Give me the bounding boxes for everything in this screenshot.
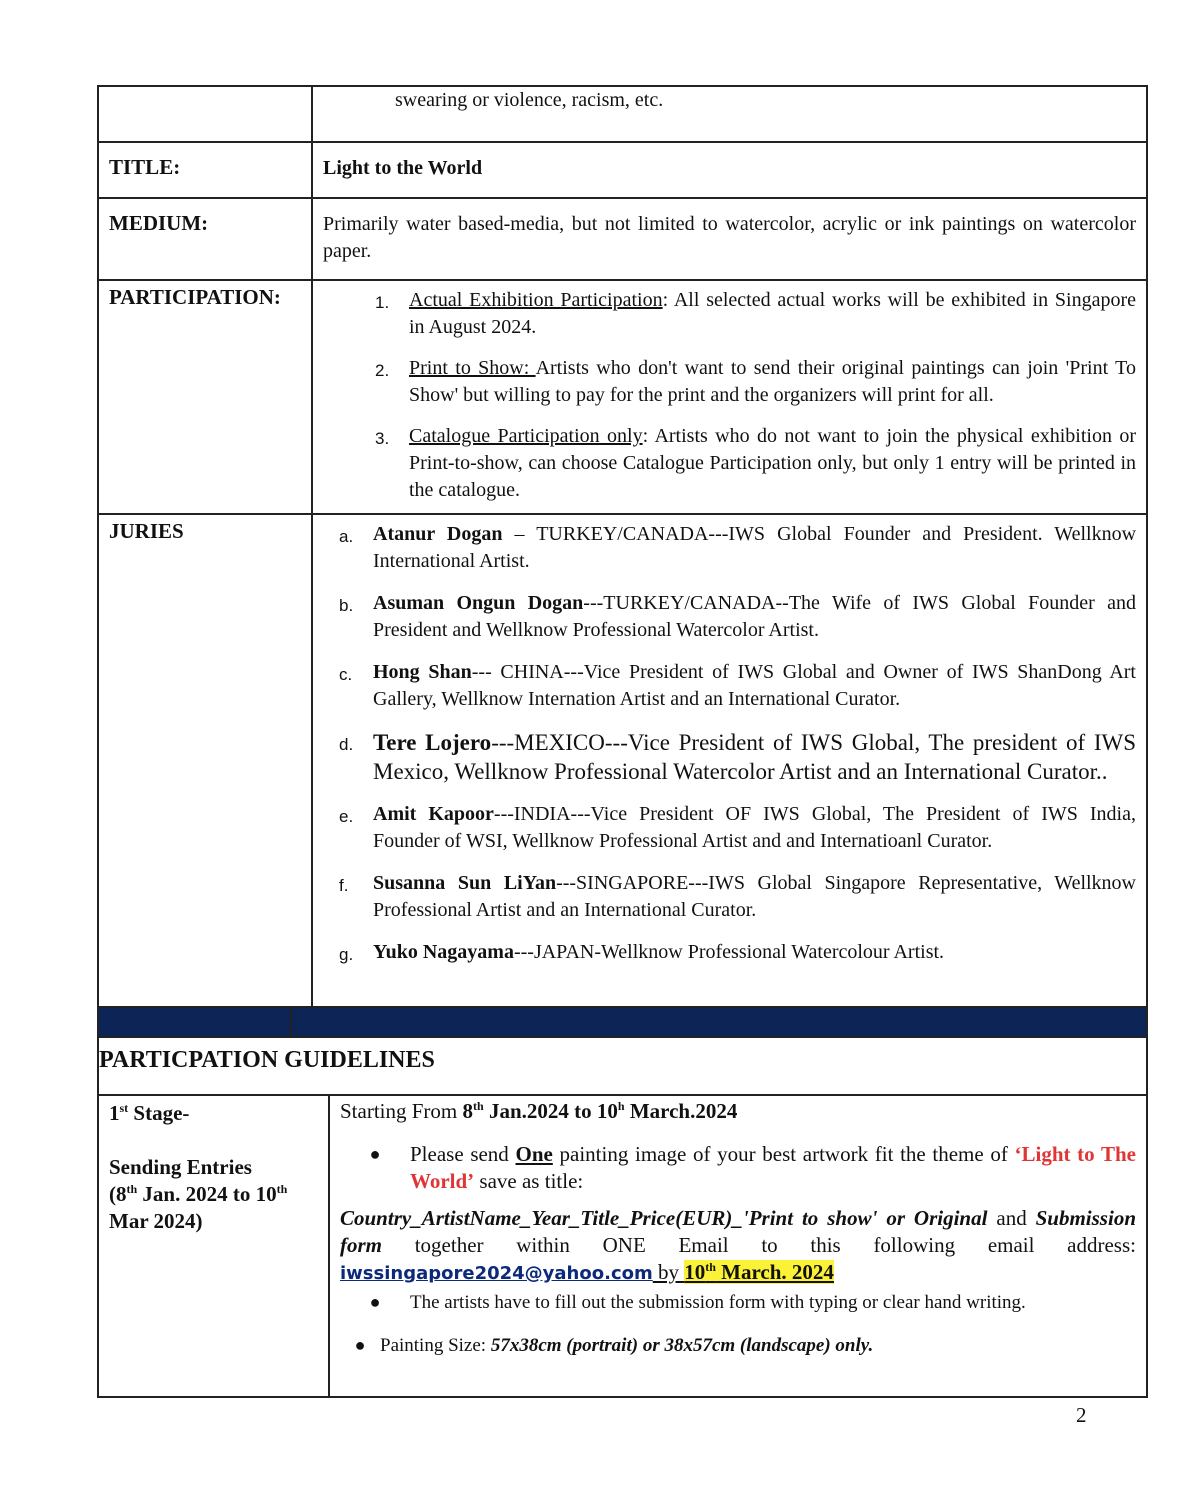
jury-item: c. Hong Shan--- CHINA---Vice President of IWS Global and Owner of IWS ShanDong Art Gallery, Wellknow Internation Artist and an International Curator. xyxy=(339,661,1136,710)
stage-label: 1st Stage- Sending Entries (8th Jan. 2024 to 10th Mar 2024) xyxy=(99,1096,330,1396)
jury-item: f. Susanna Sun LiYan---SINGAPORE---IWS Global Singapore Representative, Wellknow Professional Artist and an International Curator. xyxy=(339,872,1137,921)
participation-item: 2. Print to Show: Artists who don't want to send their original paintings can join 'Print To Show' but willing to pay for the print and the organizers will print for all. xyxy=(375,357,1136,406)
bullet-icon: ● xyxy=(369,1144,381,1164)
page-number: 2 xyxy=(1076,1403,1087,1427)
jury-item: b. Asuman Ongun Dogan---TURKEY/CANADA--The Wife of IWS Global Founder and President and Wellknow Professional Watercolor Artist. xyxy=(339,592,1136,641)
jury-item: g. Yuko Nagayama---JAPAN-Wellknow Professional Watercolour Artist. xyxy=(339,941,945,964)
email-link[interactable]: iwssingapore2024@yahoo.com xyxy=(340,1263,653,1284)
medium-label: MEDIUM: xyxy=(99,199,313,279)
juries-label: JURIES xyxy=(99,515,313,1006)
bullet-icon: ● xyxy=(354,1335,366,1355)
participation-label: PARTICIPATION: xyxy=(99,281,313,513)
title-value: Light to the World xyxy=(323,157,483,179)
guidelines-heading: PARTICPATION GUIDELINES xyxy=(99,1038,1146,1096)
continued-text: swearing or violence, racism, etc. xyxy=(395,89,664,111)
start-dates: Starting From 8th Jan.2024 to 10$^h$ March.2024 xyxy=(340,1099,738,1123)
bullet-painting-size: ● Painting Size: 57x38cm (portrait) or 38x57cm (landscape) only. xyxy=(340,1332,1136,1359)
section-divider-bar xyxy=(99,1008,1146,1038)
jury-item: d. Tere Lojero---MEXICO---Vice President of IWS Global, The president of IWS Mexico, Wellknow Professional Watercolor Artist and an International Curator.. xyxy=(339,730,1136,784)
bullet-send-one: ● Please send One painting image of your best artwork fit the theme of ‘Light to The World’ save as title: xyxy=(340,1141,1136,1195)
participation-item: 3. Catalogue Participation only: Artists who do not want to join the physical exhibition or Print-to-show, can choose Catalogue Participation only, but only 1 entry will be printed in the catalogue. xyxy=(375,425,1137,501)
stage-details xyxy=(330,1096,1146,1396)
jury-item: e. Amit Kapoor---INDIA---Vice President OF IWS Global, The President of IWS India, Founder of WSI, Wellknow Professional Artist and and Internatioanl Curator. xyxy=(339,803,1136,852)
row-participation xyxy=(99,281,1146,515)
bullet-fill-form: ● The artists have to fill out the submission form with typing or clear hand writing. xyxy=(340,1289,1136,1316)
label-empty xyxy=(99,87,313,141)
title-format: Country_ArtistName_Year_Title_Price(EUR)_'Print to show' or Original and Submission form together within ONE Email to this following email address: iwssingapore2024@yahoo.com by 10th March. 2024 xyxy=(340,1206,1136,1284)
participation-value xyxy=(313,281,1146,513)
divider-cell xyxy=(99,1008,292,1036)
row-stage-1 xyxy=(99,1096,1146,1398)
participation-item: 1. Actual Exhibition Participation: All selected actual works will be exhibited in Singapore in August 2024. xyxy=(375,289,1136,338)
row-medium xyxy=(99,199,1146,281)
deadline-highlight: 10th March. 2024 xyxy=(684,1260,834,1284)
row-continued xyxy=(99,87,1146,143)
bullet-icon: ● xyxy=(369,1292,381,1312)
jury-item: a. Atanur Dogan – TURKEY/CANADA---IWS Global Founder and President. Wellknow International Artist. xyxy=(339,523,1137,572)
document-table xyxy=(97,85,1148,1398)
medium-value: Primarily water based-media, but not limited to watercolor, acrylic or ink paintings on watercolor paper. xyxy=(323,213,1136,262)
row-juries xyxy=(99,515,1146,1008)
juries-value xyxy=(313,515,1146,1006)
row-title xyxy=(99,143,1146,199)
title-label: TITLE: xyxy=(99,143,313,197)
